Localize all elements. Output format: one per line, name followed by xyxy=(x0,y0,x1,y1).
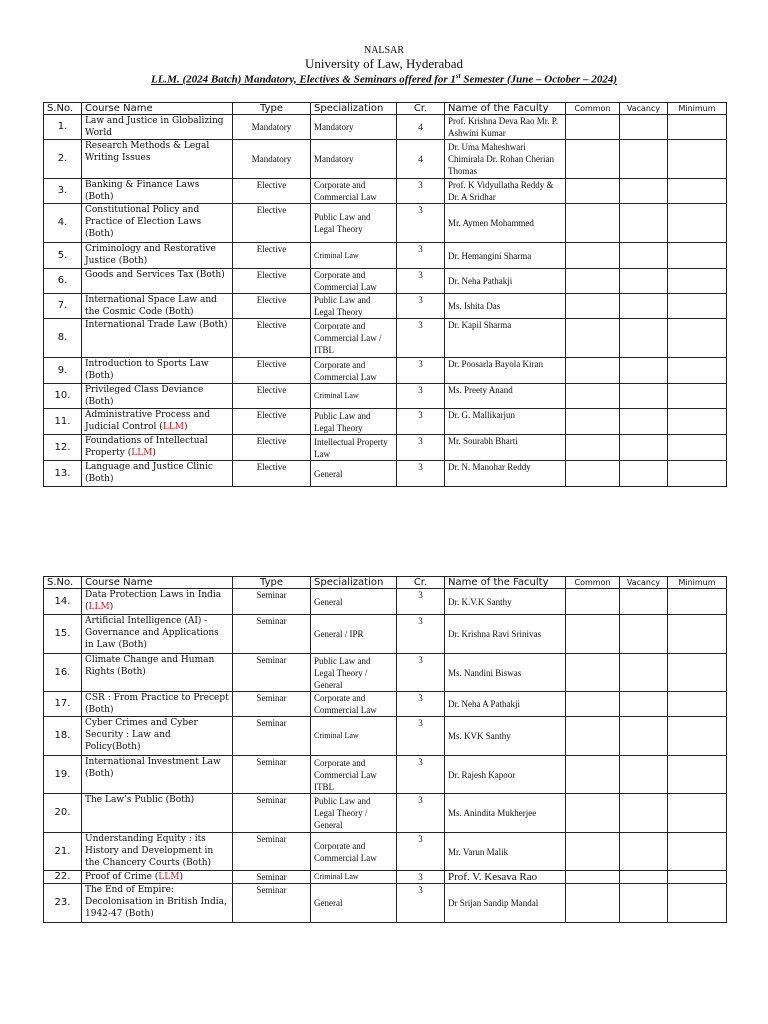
row-course: Constitutional Policy and Practice of Election Laws (Both) xyxy=(82,204,233,243)
row-specialization: General xyxy=(311,461,397,487)
row-sno: 6. xyxy=(44,269,82,294)
row-faculty: Dr. Uma Maheshwari Chimirala Dr. Rohan Cherian Thomas xyxy=(445,140,566,179)
row-sno: 21. xyxy=(44,833,82,871)
table-row xyxy=(44,409,727,435)
row-sno: 9. xyxy=(44,358,82,384)
row-faculty: Dr Srijan Sandip Mandal xyxy=(445,884,566,923)
row-vacancy xyxy=(620,654,668,692)
row-vacancy xyxy=(620,871,668,884)
row-faculty: Ms. Nandini Biswas xyxy=(445,654,566,692)
row-course: CSR : From Practice to Precept (Both) xyxy=(82,692,233,717)
row-course: International Trade Law (Both) xyxy=(82,319,233,358)
row-faculty: Dr. Rajesh Kapoor xyxy=(445,756,566,794)
row-faculty: Prof. K Vidyullatha Reddy & Dr. A Sridhar xyxy=(445,179,566,204)
table-row xyxy=(44,294,727,319)
row-vacancy xyxy=(620,717,668,756)
col-cr: Cr. xyxy=(397,577,445,589)
title-main: LL.M. (2024 Batch) Mandatory, Electives & Seminars offered for 1 xyxy=(150,73,456,86)
row-vacancy xyxy=(620,179,668,204)
table-row xyxy=(44,717,727,756)
col-type: Type xyxy=(233,577,311,589)
row-sno: 20. xyxy=(44,794,82,833)
row-sno: 23. xyxy=(44,884,82,923)
row-vacancy xyxy=(620,269,668,294)
course-text-end: ) xyxy=(109,602,114,612)
row-minimum xyxy=(668,461,727,487)
col-faculty: Name of the Faculty xyxy=(445,577,566,589)
row-faculty: Dr. N. Manohar Reddy xyxy=(445,461,566,487)
row-specialization: Corporate and Commercial Law / ITBL xyxy=(311,319,397,358)
table-row xyxy=(44,692,727,717)
row-specialization: Criminal Law xyxy=(311,243,397,269)
row-common xyxy=(566,615,620,654)
row-sno: 18. xyxy=(44,717,82,756)
row-minimum xyxy=(668,833,727,871)
row-minimum xyxy=(668,269,727,294)
row-type: Mandatory xyxy=(233,115,311,140)
row-common xyxy=(566,435,620,461)
row-minimum xyxy=(668,179,727,204)
org-name: NALSAR xyxy=(363,45,404,56)
row-course: Climate Change and Human Rights (Both) xyxy=(82,654,233,692)
table-row xyxy=(44,179,727,204)
row-minimum xyxy=(668,384,727,409)
row-common xyxy=(566,179,620,204)
course-text-end: ) xyxy=(152,448,156,458)
row-course: International Space Law and the Cosmic Code (Both) xyxy=(82,294,233,319)
row-sno: 12. xyxy=(44,435,82,461)
row-type: Elective xyxy=(233,319,311,358)
row-minimum xyxy=(668,140,727,179)
row-course: Goods and Services Tax (Both) xyxy=(82,269,233,294)
row-minimum xyxy=(668,692,727,717)
row-course xyxy=(82,409,233,435)
row-course xyxy=(82,871,233,884)
row-specialization: Mandatory xyxy=(311,140,397,179)
row-common xyxy=(566,717,620,756)
row-faculty: Dr. K.V.K Santhy xyxy=(445,589,566,615)
row-course: Law and Justice in Globalizing World xyxy=(82,115,233,140)
row-vacancy xyxy=(620,409,668,435)
row-specialization: Mandatory xyxy=(311,115,397,140)
row-credits: 3 xyxy=(397,435,445,461)
row-type: Elective xyxy=(233,409,311,435)
table-row xyxy=(44,384,727,409)
row-type: Seminar xyxy=(233,615,311,654)
row-faculty: Mr. Sourabh Bharti xyxy=(445,435,566,461)
table-row xyxy=(44,871,727,884)
row-minimum xyxy=(668,794,727,833)
row-sno: 5. xyxy=(44,243,82,269)
row-course: Artificial Intelligence (AI) - Governance and Applications in Law (Both) xyxy=(82,615,233,654)
table-row xyxy=(44,884,727,923)
row-sno: 16. xyxy=(44,654,82,692)
row-credits: 4 xyxy=(397,115,445,140)
row-credits: 3 xyxy=(397,615,445,654)
row-common xyxy=(566,384,620,409)
table-row xyxy=(44,435,727,461)
row-specialization: Public Law and Legal Theory xyxy=(311,204,397,243)
row-type: Seminar xyxy=(233,884,311,923)
row-type: Elective xyxy=(233,204,311,243)
row-common xyxy=(566,409,620,435)
row-type: Seminar xyxy=(233,794,311,833)
row-sno: 1. xyxy=(44,115,82,140)
row-vacancy xyxy=(620,794,668,833)
col-spec: Specialization xyxy=(311,577,397,589)
row-type: Elective xyxy=(233,269,311,294)
row-faculty: Prof. V. Kesava Rao xyxy=(445,871,566,884)
col-course: Course Name xyxy=(82,103,233,115)
row-sno: 3. xyxy=(44,179,82,204)
row-type: Elective xyxy=(233,243,311,269)
row-faculty: Ms. Ishita Das xyxy=(445,294,566,319)
course-text: Data Protection Laws in India ( xyxy=(85,590,222,612)
row-type: Elective xyxy=(233,358,311,384)
row-minimum xyxy=(668,756,727,794)
col-sno: S.No. xyxy=(44,103,82,115)
row-vacancy xyxy=(620,756,668,794)
seminars-table-body xyxy=(44,589,727,923)
table-row xyxy=(44,833,727,871)
row-course xyxy=(82,589,233,615)
row-minimum xyxy=(668,294,727,319)
row-faculty: Dr. Neha A Pathakji xyxy=(445,692,566,717)
col-course: Course Name xyxy=(82,577,233,589)
row-specialization: Corporate and Commercial Law xyxy=(311,833,397,871)
row-minimum xyxy=(668,435,727,461)
row-faculty: Dr. G. Mallikarjun xyxy=(445,409,566,435)
row-course: Introduction to Sports Law (Both) xyxy=(82,358,233,384)
row-credits: 3 xyxy=(397,409,445,435)
row-sno: 7. xyxy=(44,294,82,319)
row-vacancy xyxy=(620,435,668,461)
table-row xyxy=(44,319,727,358)
row-sno: 19. xyxy=(44,756,82,794)
col-minimum: Minimum xyxy=(668,577,727,589)
row-specialization: Criminal Law xyxy=(311,871,397,884)
row-course: Criminology and Restorative Justice (Both) xyxy=(82,243,233,269)
llm-tag: LLM xyxy=(88,602,110,612)
electives-table xyxy=(43,102,727,487)
row-common xyxy=(566,833,620,871)
row-type: Elective xyxy=(233,179,311,204)
row-specialization: Corporate and Commercial Law xyxy=(311,269,397,294)
row-minimum xyxy=(668,615,727,654)
row-faculty: Dr. Krishna Ravi Srinivas xyxy=(445,615,566,654)
row-credits: 3 xyxy=(397,871,445,884)
course-text-end: ) xyxy=(183,422,188,432)
row-specialization: Intellectual Property Law xyxy=(311,435,397,461)
row-specialization: Corporate and Commercial Law xyxy=(311,358,397,384)
col-faculty: Name of the Faculty xyxy=(445,103,566,115)
row-credits: 3 xyxy=(397,794,445,833)
row-faculty: Dr. Kapil Sharma xyxy=(445,319,566,358)
row-vacancy xyxy=(620,461,668,487)
row-sno: 4. xyxy=(44,204,82,243)
row-credits: 3 xyxy=(397,589,445,615)
row-minimum xyxy=(668,243,727,269)
row-vacancy xyxy=(620,833,668,871)
row-common xyxy=(566,269,620,294)
row-specialization: General xyxy=(311,884,397,923)
col-spec: Specialization xyxy=(311,103,397,115)
row-specialization: Public Law and Legal Theory xyxy=(311,294,397,319)
row-sno: 22. xyxy=(44,871,82,884)
row-common xyxy=(566,319,620,358)
row-faculty: Mr. Varun Malik xyxy=(445,833,566,871)
row-common xyxy=(566,871,620,884)
row-vacancy xyxy=(620,384,668,409)
col-common: Common xyxy=(566,103,620,115)
row-vacancy xyxy=(620,140,668,179)
row-minimum xyxy=(668,115,727,140)
row-credits: 3 xyxy=(397,384,445,409)
row-sno: 10. xyxy=(44,384,82,409)
row-credits: 3 xyxy=(397,654,445,692)
row-faculty: Ms. KVK Santhy xyxy=(445,717,566,756)
seminars-table xyxy=(43,576,727,923)
row-sno: 15. xyxy=(44,615,82,654)
row-specialization: Public Law and Legal Theory / General xyxy=(311,654,397,692)
row-vacancy xyxy=(620,243,668,269)
row-minimum xyxy=(668,717,727,756)
table-row xyxy=(44,269,727,294)
course-text: Administrative Process and Judicial Control ( xyxy=(85,410,211,432)
electives-table-body xyxy=(44,115,727,487)
row-faculty: Mr. Aymen Mohammed xyxy=(445,204,566,243)
row-credits: 3 xyxy=(397,692,445,717)
row-minimum xyxy=(668,204,727,243)
table-row xyxy=(44,243,727,269)
row-minimum xyxy=(668,319,727,358)
row-course: The Law’s Public (Both) xyxy=(82,794,233,833)
table-row xyxy=(44,794,727,833)
table-row xyxy=(44,615,727,654)
row-type: Seminar xyxy=(233,833,311,871)
row-type: Mandatory xyxy=(233,140,311,179)
row-sno: 14. xyxy=(44,589,82,615)
row-minimum xyxy=(668,409,727,435)
row-credits: 3 xyxy=(397,179,445,204)
row-type: Elective xyxy=(233,435,311,461)
row-credits: 3 xyxy=(397,204,445,243)
row-credits: 3 xyxy=(397,319,445,358)
row-credits: 3 xyxy=(397,269,445,294)
col-vacancy: Vacancy xyxy=(620,103,668,115)
row-faculty: Ms. Preety Anand xyxy=(445,384,566,409)
col-sno: S.No. xyxy=(44,577,82,589)
llm-tag: LLM xyxy=(158,872,180,882)
row-type: Seminar xyxy=(233,717,311,756)
row-common xyxy=(566,884,620,923)
table-header-row xyxy=(44,103,727,115)
col-vacancy: Vacancy xyxy=(620,577,668,589)
row-minimum xyxy=(668,589,727,615)
row-sno: 8. xyxy=(44,319,82,358)
row-faculty: Ms. Anindita Mukherjee xyxy=(445,794,566,833)
row-credits: 3 xyxy=(397,358,445,384)
table-row xyxy=(44,461,727,487)
row-common xyxy=(566,243,620,269)
table-row xyxy=(44,140,727,179)
row-course: Understanding Equity : its History and Development in the Chancery Courts (Both) xyxy=(82,833,233,871)
row-course: International Investment Law (Both) xyxy=(82,756,233,794)
row-vacancy xyxy=(620,692,668,717)
row-vacancy xyxy=(620,204,668,243)
row-course: Language and Justice Clinic (Both) xyxy=(82,461,233,487)
row-sno: 2. xyxy=(44,140,82,179)
row-minimum xyxy=(668,654,727,692)
row-common xyxy=(566,294,620,319)
col-cr: Cr. xyxy=(397,103,445,115)
row-course xyxy=(82,435,233,461)
table-row xyxy=(44,654,727,692)
row-vacancy xyxy=(620,358,668,384)
row-type: Elective xyxy=(233,461,311,487)
row-common xyxy=(566,692,620,717)
row-vacancy xyxy=(620,115,668,140)
course-text: Proof of Crime ( xyxy=(85,872,159,882)
row-credits: 3 xyxy=(397,833,445,871)
llm-tag: LLM xyxy=(162,422,184,432)
row-faculty: Dr. Hemangini Sharma xyxy=(445,243,566,269)
row-credits: 3 xyxy=(397,756,445,794)
table-row xyxy=(44,358,727,384)
row-specialization: Corporate and Commercial Law xyxy=(311,692,397,717)
row-specialization: Criminal Law xyxy=(311,384,397,409)
row-specialization: Criminal Law xyxy=(311,717,397,756)
row-credits: 4 xyxy=(397,140,445,179)
row-credits: 3 xyxy=(397,884,445,923)
row-common xyxy=(566,794,620,833)
row-vacancy xyxy=(620,294,668,319)
col-type: Type xyxy=(233,103,311,115)
university-name: University of Law, Hyderabad xyxy=(305,56,463,71)
row-credits: 3 xyxy=(397,243,445,269)
row-vacancy xyxy=(620,884,668,923)
row-vacancy xyxy=(620,615,668,654)
row-course: The End of Empire: Decolonisation in British India, 1942-47 (Both) xyxy=(82,884,233,923)
row-type: Elective xyxy=(233,384,311,409)
row-type: Seminar xyxy=(233,871,311,884)
row-minimum xyxy=(668,358,727,384)
row-sno: 17. xyxy=(44,692,82,717)
row-credits: 3 xyxy=(397,717,445,756)
row-vacancy xyxy=(620,319,668,358)
title-superscript: st xyxy=(455,72,461,80)
row-course: Privileged Class Deviance (Both) xyxy=(82,384,233,409)
row-common xyxy=(566,140,620,179)
row-sno: 11. xyxy=(44,409,82,435)
document-title xyxy=(0,72,768,86)
row-type: Seminar xyxy=(233,692,311,717)
row-type: Seminar xyxy=(233,756,311,794)
row-common xyxy=(566,756,620,794)
row-common xyxy=(566,654,620,692)
row-common xyxy=(566,358,620,384)
title-tail: Semester (June – October – 2024) xyxy=(460,73,618,86)
row-course: Banking & Finance Laws (Both) xyxy=(82,179,233,204)
row-faculty: Dr. Neha Pathakji xyxy=(445,269,566,294)
row-common xyxy=(566,461,620,487)
col-minimum: Minimum xyxy=(668,103,727,115)
row-specialization: Corporate and Commercial Law ITBL xyxy=(311,756,397,794)
col-common: Common xyxy=(566,577,620,589)
row-specialization: General xyxy=(311,589,397,615)
row-common xyxy=(566,115,620,140)
table-row xyxy=(44,756,727,794)
row-minimum xyxy=(668,871,727,884)
row-specialization: Public Law and Legal Theory xyxy=(311,409,397,435)
row-credits: 3 xyxy=(397,461,445,487)
table-row xyxy=(44,589,727,615)
llm-tag: LLM xyxy=(131,448,153,458)
row-specialization: Corporate and Commercial Law xyxy=(311,179,397,204)
row-course: Cyber Crimes and Cyber Security : Law and Policy(Both) xyxy=(82,717,233,756)
table-row xyxy=(44,204,727,243)
row-vacancy xyxy=(620,589,668,615)
row-type: Seminar xyxy=(233,654,311,692)
row-faculty: Dr. Poosarla Bayola Kiran xyxy=(445,358,566,384)
row-sno: 13. xyxy=(44,461,82,487)
row-type: Elective xyxy=(233,294,311,319)
row-type: Seminar xyxy=(233,589,311,615)
row-credits: 3 xyxy=(397,294,445,319)
row-common xyxy=(566,204,620,243)
row-specialization: General / IPR xyxy=(311,615,397,654)
row-common xyxy=(566,589,620,615)
row-faculty: Prof. Krishna Deva Rao Mr. P. Ashwini Kumar xyxy=(445,115,566,140)
row-minimum xyxy=(668,884,727,923)
table-row xyxy=(44,115,727,140)
course-text-end: ) xyxy=(179,872,183,882)
row-specialization: Public Law and Legal Theory / General xyxy=(311,794,397,833)
course-text: Foundations of Intellectual Property ( xyxy=(85,436,208,458)
row-course: Research Methods & Legal Writing Issues xyxy=(82,140,233,179)
table-header-row xyxy=(44,577,727,589)
